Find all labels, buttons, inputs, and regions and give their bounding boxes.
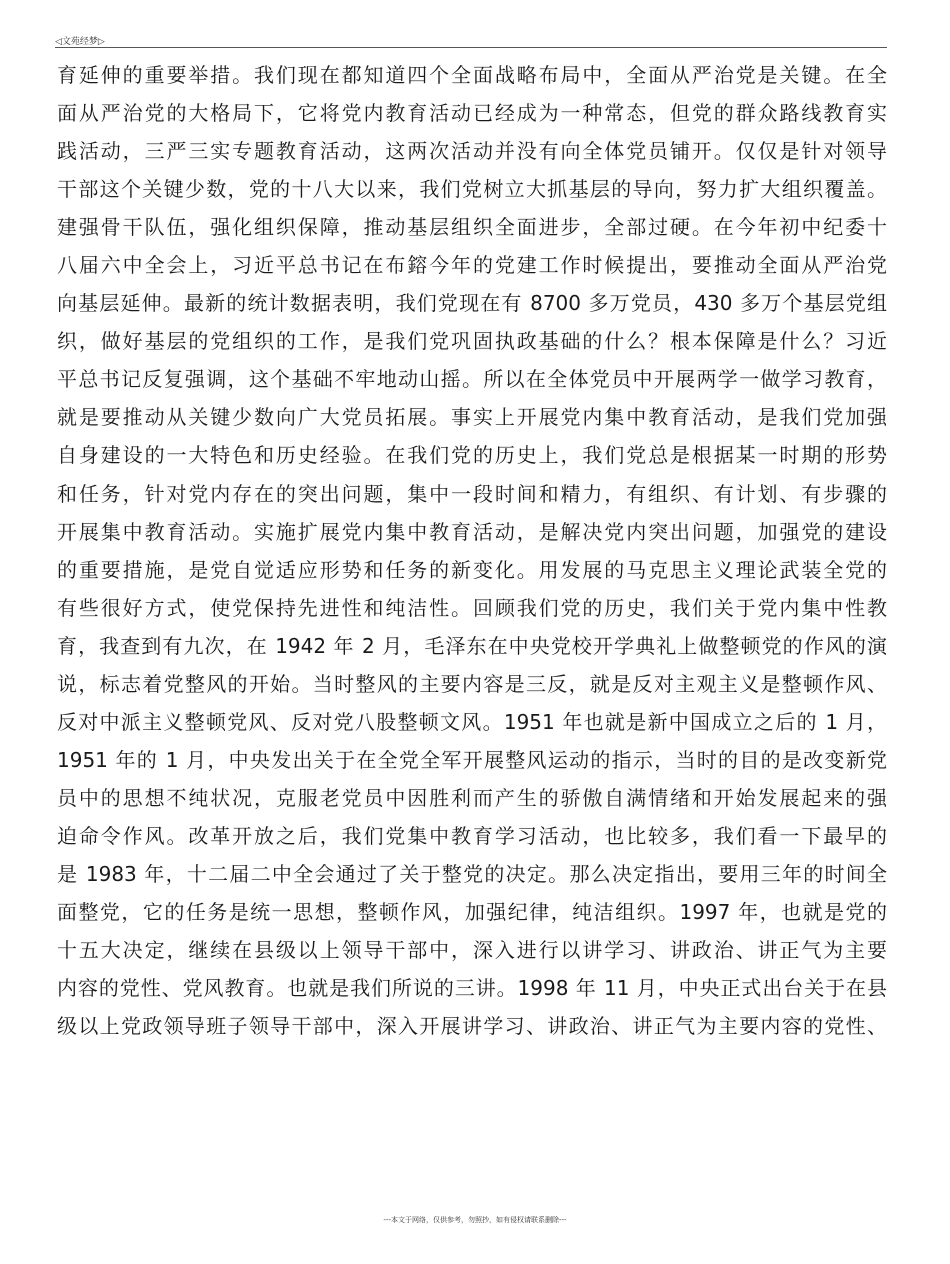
text-line: 自身建设的一大特色和历史经验。在我们党的历史上，我们党总是根据某一时期的形势: [57, 443, 887, 468]
text-line: 反对中派主义整顿党风、反对党八股整顿文风。1951 年也就是新中国成立之后的 1 月，: [57, 709, 887, 734]
text-line: 1951 年的 1 月，中央发出关于在全党全军开展整风运动的指示，当时的目的是改变新党: [57, 747, 887, 772]
text-line: 员中的思想不纯状况，克服老党员中因胜利而产生的骄傲自满情绪和开始发展起来的强: [57, 785, 887, 810]
text-line: 建强骨干队伍，强化组织保障，推动基层组织全面进步，全部过硬。在今年初中纪委十: [57, 215, 887, 240]
text-line: 和任务，针对党内存在的突出问题，集中一段时间和精力，有组织、有计划、有步骤的: [57, 481, 887, 506]
text-line: 是 1983 年，十二届二中全会通过了关于整党的决定。那么决定指出，要用三年的时间全: [57, 861, 887, 886]
text-line: 面从严治党的大格局下，它将党内教育活动已经成为一种常态，但党的群众路线教育实: [57, 101, 887, 126]
text-line: 的重要措施，是党自觉适应形势和任务的新变化。用发展的马克思主义理论武装全党的: [57, 557, 887, 582]
text-line: 就是要推动从关键少数向广大党员拓展。事实上开展党内集中教育活动，是我们党加强: [57, 405, 887, 430]
text-line: 向基层延伸。最新的统计数据表明，我们党现在有 8700 多万党员，430 多万个基层党组: [57, 291, 887, 316]
text-line: 迫命令作风。改革开放之后，我们党集中教育学习活动，也比较多，我们看一下最早的: [57, 823, 887, 848]
text-line: 级以上党政领导班子领导干部中，深入开展讲学习、讲政治、讲正气为主要内容的党性、: [57, 1014, 887, 1039]
text-line: 八届六中全会上，习近平总书记在布鎔今年的党建工作时候提出，要推动全面从严治党: [57, 253, 887, 278]
text-line: 说，标志着党整风的开始。当时整风的主要内容是三反，就是反对主观主义是整顿作风、: [57, 671, 887, 696]
text-line: 内容的党性、党风教育。也就是我们所说的三讲。1998 年 11 月，中央正式出台关于在县: [57, 976, 887, 1001]
text-line: 育，我查到有九次，在 1942 年 2 月，毛泽东在中央党校开学典礼上做整顿党的作风的演: [57, 633, 887, 658]
header-divider: [55, 47, 887, 48]
text-line: 开展集中教育活动。实施扩展党内集中教育活动，是解决党内突出问题，加强党的建设: [57, 519, 887, 544]
text-line: 织，做好基层的党组织的工作，是我们党巩固执政基础的什么？根本保障是什么？习近: [57, 329, 887, 354]
text-line: 干部这个关键少数，党的十八大以来，我们党树立大抓基层的导向，努力扩大组织覆盖。: [57, 177, 887, 202]
page-footer-note: ---本文于网络，仅供参考，勿照抄，如有侵权请联系删除---: [383, 1216, 567, 1224]
document-body: [57, 56, 887, 1045]
text-line: 平总书记反复强调，这个基础不牢地动山摇。所以在全体党员中开展两学一做学习教育，: [57, 367, 887, 392]
text-line: 面整党，它的任务是统一思想，整顿作风，加强纪律，纯洁组织。1997 年，也就是党的: [57, 900, 887, 925]
text-line: 育延伸的重要举措。我们现在都知道四个全面战略布局中，全面从严治党是关键。在全: [57, 63, 887, 87]
page-header-label: ◁文苑经梦▷: [55, 37, 105, 47]
text-line: 十五大决定，继续在县级以上领导干部中，深入进行以讲学习、讲政治、讲正气为主要: [57, 938, 887, 963]
text-line: 践活动，三严三实专题教育活动，这两次活动并没有向全体党员铺开。仅仅是针对领导: [57, 139, 887, 164]
text-line: 有些很好方式，使党保持先进性和纯洁性。回顾我们党的历史，我们关于党内集中性教: [57, 595, 887, 620]
